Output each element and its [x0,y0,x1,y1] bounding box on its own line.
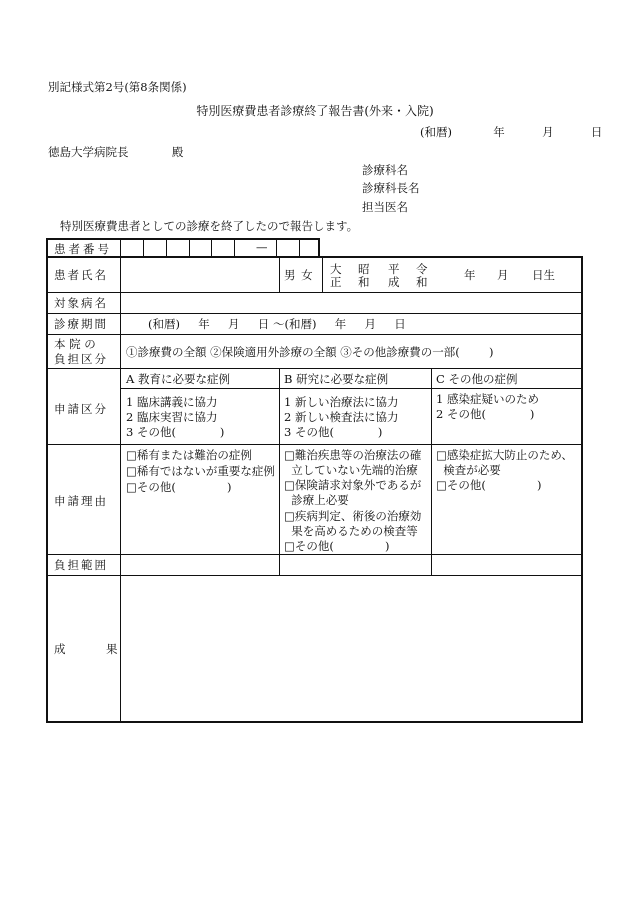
name-gender-divider [279,258,280,292]
disease-field[interactable] [121,293,583,313]
birth-day: 日生 [532,268,555,282]
scope-field-a[interactable] [121,555,278,575]
reason-a-item[interactable]: □稀有または難治の症例 [126,448,252,462]
reason-b-text: 診療上必要 [284,493,349,507]
reason-a-item[interactable]: □稀有ではないが重要な症例 [126,464,275,478]
era-reiwa[interactable]: 令 [416,262,428,276]
era-taisho[interactable]: 大 [330,262,342,276]
scope-field-b[interactable] [280,555,430,575]
report-form [46,256,583,723]
patient-number-label: 患者番号 [54,242,112,256]
intro-text: 特別医療費患者としての診療を終了したので報告します。 [60,219,359,233]
category-b-item[interactable]: 1 新しい治療法に協力 [284,395,399,409]
header-divider [120,388,581,389]
patient-name-label: 患者氏名 [54,268,108,282]
birth-year: 年 [464,268,476,282]
reason-c-item[interactable]: □その他( ) [436,478,542,492]
category-c-item[interactable]: 2 その他( ) [436,407,535,421]
birth-month: 月 [497,268,509,282]
reason-label: 申請理由 [54,494,108,508]
reason-b-item[interactable]: □保険請求対象外であるが [284,478,422,492]
addressee [48,145,183,159]
gender-options[interactable]: 男 女 [284,268,313,282]
date-month: 月 [542,125,554,139]
column-divider [431,368,432,575]
period-label: 診療期間 [54,317,108,331]
category-header-a: A 教育に必要な症例 [126,372,230,386]
digit-cell[interactable] [189,240,190,256]
digit-cell[interactable] [120,240,121,256]
patient-name-field[interactable] [121,259,278,291]
reason-c-text: 検査が必要 [436,463,501,477]
category-b-item[interactable]: 2 新しい検査法に協力 [284,410,399,424]
column-divider [279,368,280,575]
category-header-b: B 研究に必要な症例 [284,372,389,386]
reason-b-text: 立していない先端的治療 [284,463,418,477]
result-label-1: 成 [54,642,66,656]
scope-label: 負担範囲 [54,558,108,572]
reason-a-item[interactable]: □その他( ) [126,480,232,494]
row-divider [48,444,581,445]
reason-b-item[interactable]: □その他( ) [284,539,390,553]
sig-department: 診療科名 [362,163,408,177]
era-heisei[interactable]: 平 [388,262,400,276]
date-era: (和暦) [420,125,452,139]
category-a-item[interactable]: 1 臨床講義に協力 [126,395,218,409]
category-a-item[interactable]: 3 その他( ) [126,425,225,439]
digit-cell[interactable] [211,240,212,256]
period-dates[interactable]: (和暦) 年 月 日 〜(和暦) 年 月 日 [148,317,406,331]
date-day: 日 [590,125,603,139]
row-divider [48,334,581,335]
reason-b-item[interactable]: □疾病判定、術後の治療効 [284,509,422,523]
category-c-item[interactable]: 1 感染症疑いのため [436,392,539,406]
era-showa[interactable]: 昭 [358,262,370,276]
era-reiwa-2: 和 [416,275,428,289]
category-header-c: C その他の症例 [436,372,518,386]
addressee-name: 徳島大学病院長 [48,145,129,159]
digit-cell[interactable] [143,240,144,256]
category-a-item[interactable]: 2 臨床実習に協力 [126,410,218,424]
number-dash: — [256,240,268,254]
gender-era-divider [322,258,323,292]
digit-cell[interactable] [299,240,300,256]
digit-cell[interactable] [166,240,167,256]
result-label-2: 果 [106,642,118,656]
disease-label: 対象病名 [54,296,108,310]
date-year: 年 [493,125,505,139]
digit-cell[interactable] [234,240,235,256]
document-title: 特別医療費患者診療終了報告書(外来・入院) [196,104,434,118]
patient-number-box [46,238,320,256]
category-label: 申請区分 [54,402,108,416]
era-showa-2: 和 [358,275,370,289]
burden-label-line1 [54,337,114,351]
scope-field-c[interactable] [432,555,583,575]
digit-cell[interactable] [276,240,277,256]
sig-doctor: 担当医名 [362,200,408,214]
burden-label-line2: 負担区分 [54,352,108,366]
reason-b-item[interactable]: □難治疾患等の治療法の確 [284,448,422,462]
row-divider [48,368,581,369]
reason-c-item[interactable]: □感染症拡大防止のため、 [436,448,573,462]
category-b-item[interactable]: 3 その他( ) [284,425,383,439]
addressee-honorific: 殿 [171,145,184,159]
form-reference: 別記様式第2号(第8条関係) [48,80,187,94]
burden-options[interactable]: ①診療費の全額 ②保険適用外診療の全額 ③その他診療費の一部( ) [126,345,494,359]
burden-label-text: 本 院 の [54,337,96,351]
era-heisei-2: 成 [388,275,400,289]
report-date [420,125,602,139]
result-field[interactable] [121,576,583,723]
sig-department-head: 診療科長名 [362,181,420,195]
row-divider [48,313,581,314]
reason-b-text: 果を高めるための検査等 [284,524,418,538]
era-taisho-2: 正 [330,275,342,289]
